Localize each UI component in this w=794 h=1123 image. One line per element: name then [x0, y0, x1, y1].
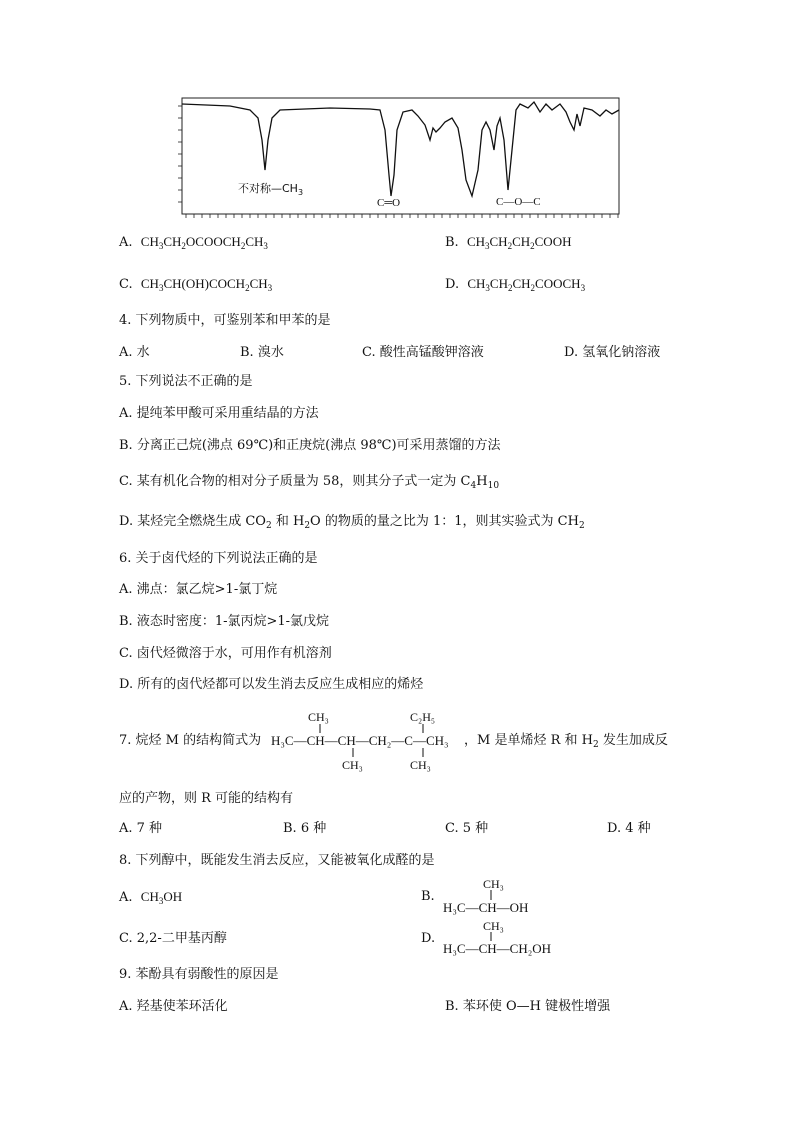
- q8-option-c: C. 2,2-二甲基丙醇: [119, 931, 227, 946]
- q7-stem-post: ，M 是单烯烃 R 和 $H_2$ 发生加成反: [464, 733, 668, 750]
- q5-stem: 5. 下列说法不正确的是: [119, 374, 253, 389]
- q4-option-c: C. 酸性高锰酸钾溶液: [362, 345, 484, 360]
- q7-top-c2h5: C₂H₅: [410, 710, 436, 724]
- q5-option-c: C. 某有机化合物的相对分子质量为 58，则其分子式一定为 $C_4H_{10}$: [119, 474, 500, 491]
- q3-option-c: C. $CH_3CH(OH)COCH_2CH_3$: [119, 276, 273, 293]
- q7-option-b: B. 6 种: [283, 821, 327, 836]
- q4-option-d: D. 氢氧化钠溶液: [564, 345, 661, 360]
- q7-option-c: C. 5 种: [445, 821, 489, 836]
- q8-b-main: H₃C—CH—OH: [443, 900, 529, 915]
- co-label: C═O: [377, 197, 401, 209]
- q6-option-b: B. 液态时密度：1-氯丙烷>1-氯戊烷: [119, 614, 330, 629]
- q7-top-ch3: CH₃: [308, 710, 329, 724]
- q5-option-d: D. 某烃完全燃烧生成 $CO_2$ 和 $H_2O$ 的物质的量之比为 1：1，则其实验式为 $CH_2$: [119, 514, 585, 531]
- q6-option-c: C. 卤代烃微溶于水，可用作有机溶剂: [119, 646, 332, 661]
- q7-bot-ch3-a: CH₃: [342, 758, 363, 772]
- q5-option-b: B. 分离正己烷(沸点 69℃)和正庚烷(沸点 98℃)可采用蒸馏的方法: [119, 438, 501, 453]
- q3-option-a: A. $CH_3CH_2OCOOCH_2CH_3$: [119, 234, 268, 251]
- q7-stem-pre: 7. 烷烃 M 的结构简式为: [119, 733, 262, 748]
- q4-option-b: B. 溴水: [240, 345, 284, 360]
- q7-option-a: A. 7 种: [119, 821, 163, 836]
- q7-stem-line2: 应的产物，则 R 可能的结构有: [119, 791, 294, 806]
- q8-d-top-ch3: CH₃: [483, 919, 504, 933]
- q3-option-d: D. $CH_3CH_2CH_2COOCH_3$: [445, 276, 586, 293]
- q4-stem: 4. 下列物质中，可鉴别苯和甲苯的是: [119, 313, 331, 328]
- q3-formula-b: $CH_3CH_2CH_2COOH$: [466, 234, 572, 251]
- q8-option-b-label: B.: [421, 889, 435, 904]
- q8-option-a: A. $CH_3OH$: [119, 889, 183, 906]
- q3-option-b: B. $CH_3CH_2CH_2COOH$: [445, 234, 572, 251]
- q6-stem: 6. 关于卤代烃的下列说法正确的是: [119, 551, 318, 566]
- q9-option-a: A. 羟基使苯环活化: [119, 999, 228, 1014]
- q9-stem: 9. 苯酚具有弱酸性的原因是: [119, 967, 279, 982]
- q9-option-b: B. 苯环使 O—H 键极性增强: [445, 999, 611, 1014]
- q6-option-d: D. 所有的卤代烃都可以发生消去反应生成相应的烯烃: [119, 677, 424, 692]
- q8-stem: 8. 下列醇中，既能发生消去反应，又能被氧化成醛的是: [119, 853, 435, 868]
- coc-label: C—O—C: [496, 196, 541, 208]
- q8-option-d-label: D.: [421, 931, 436, 946]
- q7-option-d: D. 4 种: [607, 821, 651, 836]
- q5-option-a: A. 提纯苯甲酸可采用重结晶的方法: [119, 406, 319, 421]
- q3-formula-c: $CH_3CH(OH)COCH_2CH_3$: [140, 276, 273, 293]
- q7-formula-main: H₃C—CH—CH—CH₂—C—CH₃: [271, 733, 449, 748]
- q6-option-a: A. 沸点：氯乙烷>1-氯丁烷: [119, 582, 278, 597]
- asym-ch3-label: 不对称$—CH_3$: [238, 182, 304, 197]
- q8-d-main: H₃C—CH—CH₂OH: [443, 941, 552, 956]
- q8-formula-a: $CH_3OH$: [140, 889, 183, 906]
- q8-b-top-ch3: CH₃: [483, 877, 504, 891]
- q7-bot-ch3-b: CH₃: [410, 758, 431, 772]
- q3-formula-a: $CH_3CH_2OCOOCH_2CH_3$: [140, 234, 268, 251]
- q4-option-a: A. 水: [119, 345, 150, 360]
- q3-formula-d: $CH_3CH_2CH_2COOCH_3$: [467, 276, 586, 293]
